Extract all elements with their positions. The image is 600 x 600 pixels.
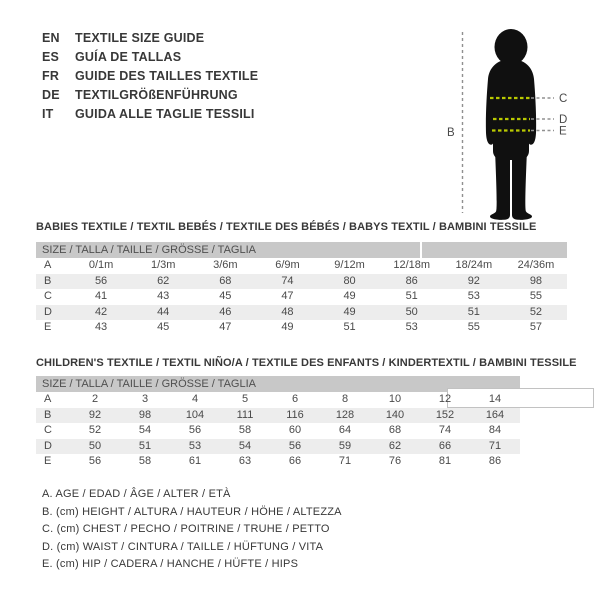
size-cell: 18/24m — [455, 259, 493, 271]
size-cell: 56 — [188, 424, 202, 436]
legend-item: E. (cm) HIP / CADERA / HANCHE / HÜFTE / HIPS — [42, 558, 299, 571]
size-cell: 41 — [94, 290, 108, 302]
language-title: TEXTILGRÖßENFÜHRUNG — [75, 88, 238, 102]
size-cell: 42 — [70, 305, 132, 321]
size-cell: 152 — [420, 408, 470, 424]
size-cell: 56 — [88, 455, 102, 467]
size-cell: 6/9m — [275, 259, 300, 271]
language-row — [42, 48, 258, 67]
size-cell: 62 — [370, 439, 420, 455]
size-cell: 111 — [220, 408, 270, 424]
size-cell: 49 — [343, 290, 356, 302]
size-cell: 56 — [70, 274, 132, 290]
size-cell: 49 — [319, 305, 381, 321]
size-cell: 71 — [338, 455, 352, 467]
size-cell: 10 — [388, 393, 402, 405]
size-cell: 92 — [70, 408, 120, 424]
size-cell: 4 — [191, 393, 199, 405]
size-cell: 98 — [505, 274, 567, 290]
size-cell: 45 — [157, 321, 170, 333]
size-cell: 12 — [438, 393, 452, 405]
size-cell: 47 — [219, 321, 232, 333]
children-table-grid — [36, 392, 520, 470]
language-title: TEXTILE SIZE GUIDE — [75, 31, 205, 45]
size-cell: 43 — [157, 290, 170, 302]
table-row — [36, 423, 520, 439]
language-title: GUIDA ALLE TAGLIE TESSILI — [75, 107, 255, 121]
child-silhouette — [486, 29, 536, 220]
legend-item: B. (cm) HEIGHT / ALTURA / HAUTEUR / HÖHE / ALTEZZA — [42, 505, 342, 518]
size-cell: 86 — [381, 274, 443, 290]
size-cell: 98 — [120, 408, 170, 424]
size-cell: 9/12m — [334, 259, 365, 271]
size-cell: 57 — [529, 321, 543, 333]
language-code: DE — [42, 88, 60, 102]
table-row — [36, 439, 520, 455]
babies-size-header-bar — [36, 242, 567, 258]
size-cell: 52 — [88, 424, 102, 436]
babies-table-grid — [36, 258, 567, 336]
size-cell: 53 — [405, 321, 418, 333]
size-cell: 48 — [256, 305, 318, 321]
size-cell: 51 — [443, 305, 505, 321]
size-row-label: D — [36, 439, 70, 455]
size-row-label: E — [44, 321, 52, 333]
legend-item: D. (cm) WAIST / CINTURA / TAILLE / HÜFTUNG / VITA — [42, 540, 324, 553]
header-bar-seam — [420, 242, 422, 258]
size-cell: 8 — [341, 393, 349, 405]
size-figure — [440, 15, 570, 230]
children-section-title: CHILDREN'S TEXTILE / TEXTIL NIÑO/A / TEXTILE DES ENFANTS / KINDERTEXTIL / BAMBINI TESSILE — [36, 357, 577, 369]
size-cell: 53 — [170, 439, 220, 455]
size-cell: 47 — [281, 290, 294, 302]
language-row — [42, 86, 258, 105]
size-cell: 51 — [343, 321, 356, 333]
size-row-label: C — [44, 290, 52, 302]
size-cell: 74 — [256, 274, 318, 290]
size-cell: 1/3m — [150, 259, 176, 271]
table-row — [36, 274, 567, 290]
size-cell: 104 — [170, 408, 220, 424]
size-cell: 2 — [91, 393, 99, 405]
size-cell: 53 — [467, 290, 480, 302]
size-cell: 43 — [94, 321, 108, 333]
size-cell: 54 — [220, 439, 270, 455]
children-size-table — [36, 376, 520, 470]
table-row — [36, 289, 567, 305]
size-cell: 51 — [120, 439, 170, 455]
language-code: FR — [42, 69, 60, 83]
size-cell: 64 — [338, 424, 352, 436]
size-cell: 128 — [320, 408, 370, 424]
size-cell: 58 — [138, 455, 152, 467]
size-cell: 164 — [470, 408, 520, 424]
table-row — [36, 454, 520, 470]
waist-label: D — [559, 114, 568, 126]
size-cell: 68 — [388, 424, 402, 436]
size-cell: 68 — [194, 274, 256, 290]
language-title: GUÍA DE TALLAS — [75, 50, 182, 64]
size-cell: 50 — [70, 439, 120, 455]
size-row-label: C — [44, 424, 52, 436]
size-cell: 54 — [138, 424, 152, 436]
table-row — [36, 408, 520, 424]
size-cell: 3/6m — [213, 259, 238, 271]
height-label: B — [447, 127, 455, 139]
language-code: ES — [42, 50, 60, 64]
size-cell: 140 — [370, 408, 420, 424]
table-row — [36, 258, 567, 274]
size-cell: 86 — [488, 455, 502, 467]
size-cell: 71 — [470, 439, 520, 455]
language-title: GUIDE DES TAILLES TEXTILE — [75, 69, 259, 83]
babies-section-title: BABIES TEXTILE / TEXTIL BEBÉS / TEXTILE DES BÉBÉS / BABYS TEXTIL / BAMBINI TESSILE — [36, 221, 537, 233]
size-cell: 6 — [291, 393, 299, 405]
size-cell: 5 — [241, 393, 249, 405]
size-cell: 92 — [443, 274, 505, 290]
size-cell: 58 — [238, 424, 252, 436]
size-row-label: B — [36, 408, 70, 424]
size-cell: 24/36m — [517, 259, 555, 271]
size-cell: 66 — [420, 439, 470, 455]
table-row — [36, 320, 567, 336]
table-row — [36, 392, 520, 408]
size-cell: 76 — [388, 455, 402, 467]
size-cell: 12/18m — [393, 259, 431, 271]
legend-item: A. AGE / EDAD / ÂGE / ALTER / ETÀ — [42, 488, 231, 500]
size-cell: 51 — [405, 290, 418, 302]
size-cell: 56 — [270, 439, 320, 455]
size-cell: 62 — [132, 274, 194, 290]
language-row — [42, 105, 258, 124]
legend-item: C. (cm) CHEST / PECHO / POITRINE / TRUHE / PETTO — [42, 523, 330, 536]
size-cell: 61 — [188, 455, 202, 467]
size-cell: 116 — [270, 408, 320, 424]
size-row-label: E — [44, 455, 52, 467]
size-row-label: A — [44, 259, 52, 271]
size-row-label: D — [36, 305, 70, 321]
language-row — [42, 67, 258, 86]
babies-size-header-label: SIZE / TALLA / TAILLE / GRÖSSE / TAGLIA — [42, 244, 256, 256]
size-cell: 60 — [288, 424, 302, 436]
children-size-header-label: SIZE / TALLA / TAILLE / GRÖSSE / TAGLIA — [42, 378, 256, 390]
size-cell: 74 — [438, 424, 452, 436]
size-cell: 84 — [488, 424, 502, 436]
size-cell: 0/1m — [88, 259, 114, 271]
hip-label: E — [559, 125, 567, 138]
chest-label: C — [559, 93, 568, 105]
size-cell: 55 — [467, 321, 480, 333]
size-cell: 49 — [281, 321, 294, 333]
size-row-label: A — [44, 393, 52, 405]
size-cell: 45 — [219, 290, 232, 302]
size-cell: 3 — [141, 393, 149, 405]
size-cell: 14 — [488, 393, 502, 405]
language-code: IT — [42, 107, 54, 121]
size-cell: 63 — [238, 455, 252, 467]
size-cell: 66 — [288, 455, 302, 467]
size-cell: 52 — [505, 305, 567, 321]
child-silhouette-figure — [440, 15, 570, 230]
table-row — [36, 305, 567, 321]
size-cell: 50 — [381, 305, 443, 321]
size-cell: 80 — [319, 274, 381, 290]
babies-size-table — [36, 242, 567, 336]
size-cell: 59 — [320, 439, 370, 455]
size-cell: 55 — [529, 290, 543, 302]
language-title-list — [42, 29, 258, 124]
measurement-legend — [42, 486, 342, 574]
language-code: EN — [42, 31, 60, 45]
size-cell: 44 — [132, 305, 194, 321]
language-row — [42, 29, 258, 48]
size-cell: 81 — [438, 455, 452, 467]
size-row-label: B — [36, 274, 70, 290]
size-cell: 46 — [194, 305, 256, 321]
